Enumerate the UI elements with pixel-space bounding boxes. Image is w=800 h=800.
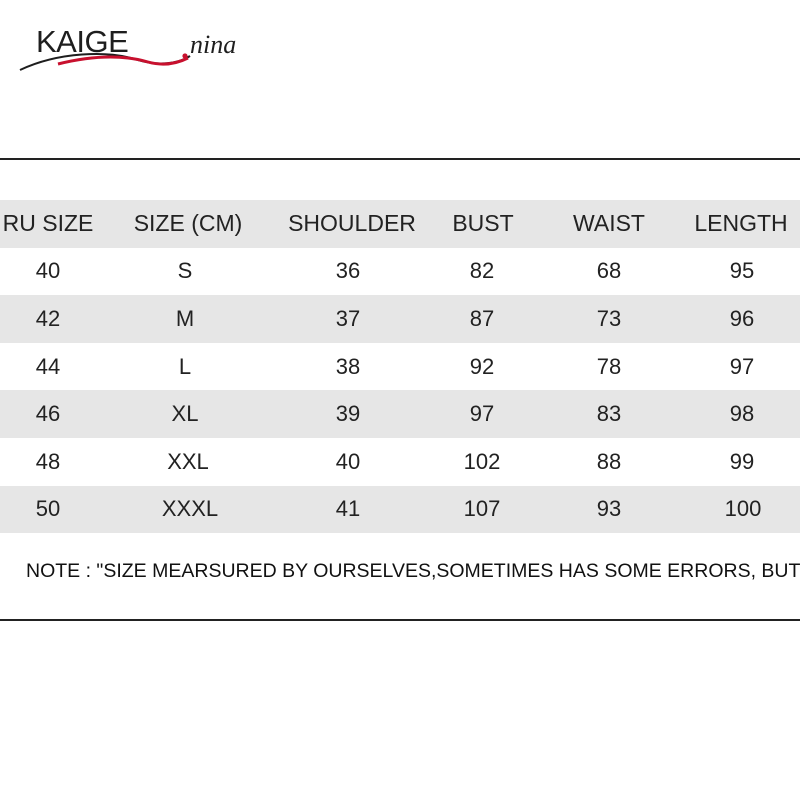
header-length: LENGTH <box>694 210 788 237</box>
size-note: NOTE : "SIZE MEARSURED BY OURSELVES,SOMETIMES HAS SOME ERRORS, BUT <box>26 560 800 582</box>
table-row <box>0 343 800 391</box>
table-header-row <box>0 200 800 248</box>
cell-waist: 68 <box>596 258 622 284</box>
header-shoulder: SHOULDER <box>288 210 416 237</box>
cell-length: 96 <box>729 305 755 331</box>
brand-logo <box>18 18 258 78</box>
cell-shoulder: 40 <box>335 448 361 474</box>
cell-waist: 93 <box>596 496 622 522</box>
bottom-divider <box>0 619 800 621</box>
cell-length: 99 <box>729 448 755 474</box>
cell-waist: 73 <box>596 305 622 331</box>
cell-ru-size: 40 <box>35 258 61 284</box>
cell-bust: 87 <box>469 305 495 331</box>
header-waist: WAIST <box>573 210 645 237</box>
logo-brand-text: KAIGE <box>36 24 129 59</box>
cell-bust: 82 <box>469 258 495 284</box>
cell-length: 97 <box>729 353 755 379</box>
top-divider <box>0 158 800 160</box>
cell-waist: 83 <box>596 401 622 427</box>
cell-bust: 97 <box>469 401 495 427</box>
size-chart-table <box>0 200 800 533</box>
cell-shoulder: 39 <box>335 401 361 427</box>
cell-ru-size: 50 <box>35 496 61 522</box>
cell-size: M <box>175 305 195 331</box>
table-row <box>0 438 800 486</box>
cell-waist: 78 <box>596 353 622 379</box>
cell-ru-size: 44 <box>35 353 61 379</box>
cell-size: XXXL <box>161 496 219 522</box>
cell-ru-size: 46 <box>35 401 61 427</box>
cell-shoulder: 36 <box>335 258 361 284</box>
cell-size: L <box>178 353 192 379</box>
logo-sub-text: nina <box>190 30 237 59</box>
table-row <box>0 390 800 438</box>
table-row <box>0 248 800 296</box>
cell-waist: 88 <box>596 448 622 474</box>
cell-ru-size: 48 <box>35 448 61 474</box>
cell-length: 95 <box>729 258 755 284</box>
header-ru-size: RU SIZE <box>2 210 94 237</box>
cell-size: S <box>177 258 193 284</box>
header-size-cm: SIZE (CM) <box>133 210 243 237</box>
cell-size: XL <box>171 401 199 427</box>
cell-bust: 92 <box>469 353 495 379</box>
header-bust: BUST <box>452 210 514 237</box>
cell-shoulder: 38 <box>335 353 361 379</box>
cell-shoulder: 37 <box>335 305 361 331</box>
cell-bust: 102 <box>463 448 501 474</box>
table-row <box>0 295 800 343</box>
cell-length: 100 <box>724 496 762 522</box>
table-row <box>0 486 800 534</box>
cell-bust: 107 <box>463 496 501 522</box>
cell-shoulder: 41 <box>335 496 361 522</box>
cell-ru-size: 42 <box>35 305 61 331</box>
cell-size: XXL <box>167 448 209 474</box>
cell-length: 98 <box>729 401 755 427</box>
